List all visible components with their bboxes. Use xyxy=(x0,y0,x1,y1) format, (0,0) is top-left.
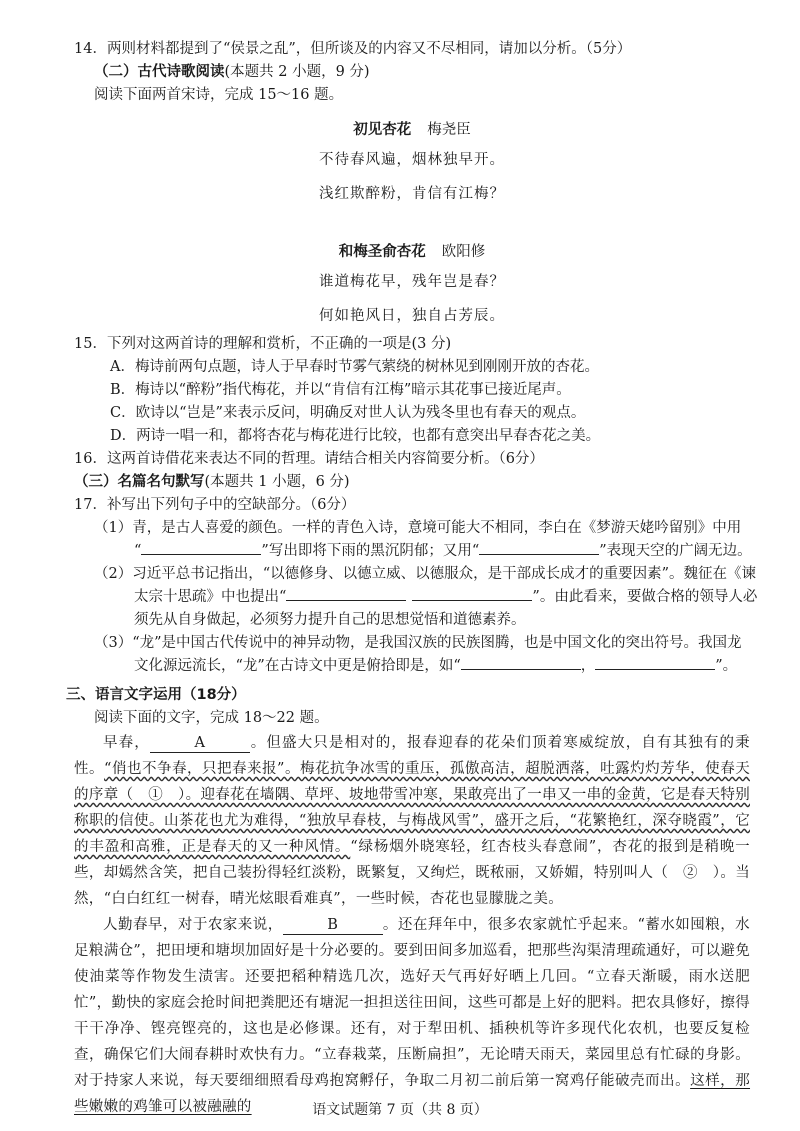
section-3-note: (本题共 1 小题，6 分) xyxy=(204,474,350,490)
item-2-start-text: 太宗十思疏》中也提出“ xyxy=(134,589,287,605)
question-16: 16．这两首诗借花来表达不同的哲理。请结合相关内容简要分析。（6分） xyxy=(74,451,544,467)
poem-1-line-2: 浅红欺醉粉，肯信有江梅？ xyxy=(319,186,505,202)
item-2-middle-text: ”。由此看来，要做合格的领导人必 xyxy=(532,589,758,605)
section-3-heading xyxy=(74,471,750,494)
question-17-item-3-line-1: （3）“龙”是中国古代传说中的神异动物，是我国汉族的民族图腾，也是中国文化的突出符号。我国龙 xyxy=(94,635,742,651)
poem-2-title: 和梅圣俞杏花 xyxy=(338,244,426,260)
wavy-underlined-segment: “俏也不争春，只把春来报”。梅花抗争冰雪的重压，孤傲高洁，超脱洒落，吐露灼灼芳华，使春天的序章（ ① ）。迎春花在墙隅、草坪、坡地带雪冲寒，果敢亮出了一串又一串的金黄，它是春天特别称职的信使。山茶花也尤为难得，“独放早春枝，与梅战风雪”，盛开之后，“花繁艳红，深夺晓霞”，它的丰盈和高雅，正是春天的又一种风情。 xyxy=(74,761,750,855)
answer-blank-5[interactable] xyxy=(461,655,581,670)
open-quote: “ xyxy=(134,543,142,559)
passage-paragraph-2 xyxy=(74,912,750,1120)
poem-1-heading xyxy=(74,117,750,143)
question-15-option-a: A．梅诗前两句点题，诗人于早春时节雾气萦绕的树林见到刚刚开放的杏花。 xyxy=(110,359,599,375)
question-15-stem: 15．下列对这两首诗的理解和赏析，不正确的一项是(3 分) xyxy=(74,336,452,352)
p1-end: “绿杨烟外晓寒轻，红杏枝头春意闹”，杏花的报到是稍晚一些，却嫣然含笑，把自己装扮得轻红淡粉，既繁复，又绚烂，既秾丽，又娇媚，特别叫人（ ② ）。当然，“白白红红一树春，晴光炫眼看难真”，一些时候，杏花也显朦胧之美。 xyxy=(74,839,750,907)
section-2-note: (本题共 2 小题，9 分) xyxy=(224,64,370,80)
blank-a[interactable] xyxy=(150,734,250,753)
blank-a-label: A xyxy=(194,735,206,751)
p2-start: 人勤春早，对于农家来说， xyxy=(103,917,283,933)
question-17-item-2-line-3: 须先从自身做起，必须努力提升自己的思想觉悟和道德素养。 xyxy=(134,612,526,628)
section-3-title: （三）名篇名句默写 xyxy=(74,474,205,490)
poem-1-title: 初见杏花 xyxy=(353,122,412,138)
blank-b[interactable] xyxy=(283,916,383,935)
question-17-item-3-line-2 xyxy=(74,655,750,678)
answer-blank-4[interactable] xyxy=(412,586,532,601)
poem-1-author: 梅尧臣 xyxy=(427,122,471,138)
question-15-option-c: C．欧诗以“岂是”来表示反问，明确反对世人认为残冬里也有春天的观点。 xyxy=(110,405,586,421)
poem-2-author: 欧阳修 xyxy=(441,244,486,260)
section-2-heading xyxy=(74,61,750,84)
item-1-middle-text: ”写出即将下雨的黑沉阴郁；又用“ xyxy=(261,543,480,559)
p1-sentence-2: 。但盛大只是相对的，报春迎春的花朵们顶着寒威绽放，自有其独有的秉性。 xyxy=(74,735,750,777)
poem-2-line-1: 谁道梅花早，残年岂是春？ xyxy=(319,274,505,290)
page-footer: 语文试题第 7 页（共 8 页） xyxy=(312,1102,488,1118)
part-3-title: 三、语言文字运用（18分） xyxy=(66,687,246,703)
underlined-segment: 这样，那些嫩嫩的鸡雏可以被融融的 xyxy=(74,1073,751,1115)
answer-blank-1[interactable] xyxy=(141,540,261,555)
question-15-option-d: D．两诗一唱一和，都将杏花与梅花进行比较，也都有意突出早春杏花之美。 xyxy=(110,428,601,444)
answer-blank-3[interactable] xyxy=(286,586,406,601)
question-17-item-1-line-2 xyxy=(74,540,750,563)
reading-passage xyxy=(74,730,750,1120)
question-17-stem: 17．补写出下列句子中的空缺部分。（6分） xyxy=(74,497,356,513)
question-17-item-1-line-1: （1）青，是古人喜爱的颜色。一样的青色入诗，意境可能大不相同，李白在《梦游天姥吟留别》中用 xyxy=(94,520,742,536)
blank-b-label: B xyxy=(327,917,339,933)
p1-start: 早春， xyxy=(103,735,150,751)
poem-2-heading xyxy=(74,239,750,265)
question-17-item-2-line-1: （2）习近平总书记指出，“以德修身、以德立威、以德服众，是干部成长成才的重要因素”。魏征在《谏 xyxy=(94,566,757,582)
question-15-option-b: B．梅诗以“醉粉”指代梅花，并以“肯信有江梅”暗示其花事已接近尾声。 xyxy=(110,382,571,398)
poem-2-line-2: 何如艳风日，独自占芳辰。 xyxy=(319,308,505,324)
passage-paragraph-1 xyxy=(74,730,750,912)
item-3-end-text: ”。 xyxy=(715,658,738,674)
p2-body: 。还在拜年中，很多农家就忙乎起来。“蓄水如囤粮，水足粮满仓”，把田埂和塘坝加固好是十分必要的。要到田间多加巡看，把那些沟渠清理疏通好，可以避免使油菜等作物发生渍害。还要把稻种精选几次，选好天气再好好晒上几回。“立春天渐暖，雨水送肥忙”，勤快的家庭会抢时间把粪肥还有塘泥一担担送往田间，这些可都是上好的肥料。把农具修好，擦得干干净净、铿亮铿亮的，这也是必修课。还有，对于犁田机、插秧机等许多现代化农机，也要反复检查，确保它们大闹春耕时欢快有力。“立春栽菜，压断扁担”，无论晴天雨天，菜园里总有忙碌的身影。对于持家人来说，每天要细细照看母鸡抱窝孵仔，争取二月初二前后第一窝鸡仔能破壳而出。 xyxy=(74,917,750,1089)
question-14: 14．两则材料都提到了“侯景之乱”，但所谈及的内容又不尽相同，请加以分析。（5分） xyxy=(74,41,632,57)
item-1-end-text: ”表现天空的广阔无边。 xyxy=(599,543,752,559)
section-2-title: （二）古代诗歌阅读 xyxy=(94,64,225,80)
answer-blank-2[interactable] xyxy=(479,540,599,555)
item-3-start-text: 文化源远流长，“龙”在古诗文中更是俯拾即是，如“ xyxy=(134,658,461,674)
poem-1-line-1: 不待春风遍，烟林独早开。 xyxy=(319,152,505,168)
answer-blank-6[interactable] xyxy=(595,655,715,670)
question-17-item-2-line-2 xyxy=(74,586,758,609)
comma: ， xyxy=(580,658,596,674)
section-2-intro: 阅读下面两首宋诗，完成 15～16 题。 xyxy=(94,87,344,103)
part-3-intro: 阅读下面的文字，完成 18～22 题。 xyxy=(94,710,329,726)
